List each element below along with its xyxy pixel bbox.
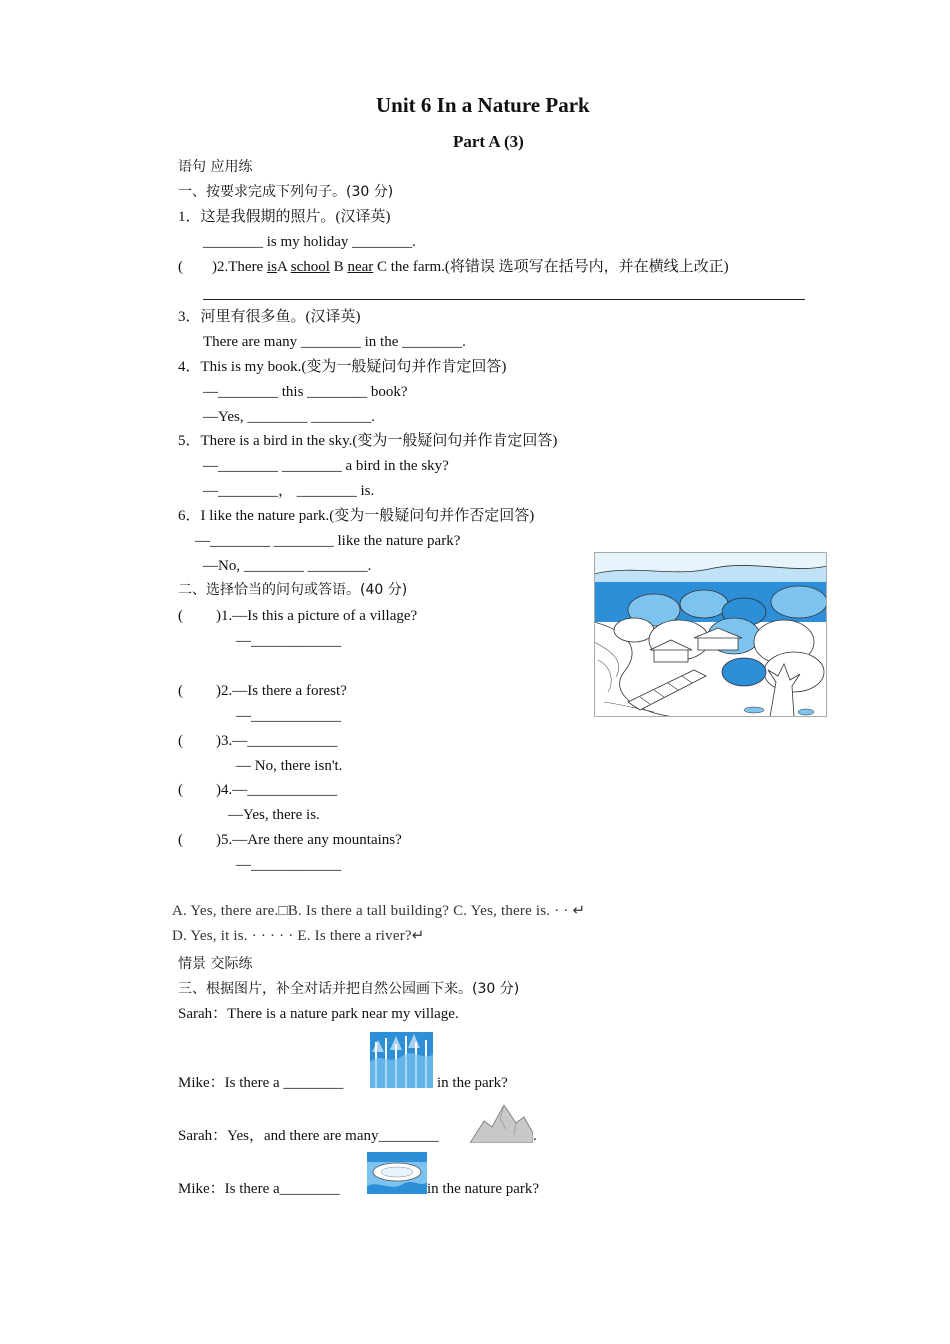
s2-q5-answer: —____________ [236, 857, 341, 873]
nature-park-illustration [594, 552, 827, 717]
category-label-2: 情景 交际练 [178, 956, 253, 972]
q6-answer-line-1: —________ ________ like the nature park? [195, 533, 461, 549]
dialog-line-2-end: in the park? [437, 1075, 508, 1091]
s2-q4-paren: ( [178, 782, 183, 798]
q3-answer-line: There are many ________ in the ________. [203, 334, 466, 350]
q5-answer-line-1: —________ ________ a bird in the sky? [203, 458, 449, 474]
page-title: Unit 6 In a Nature Park [376, 93, 590, 117]
forest-picture [370, 1032, 433, 1088]
q2-label-a: A [276, 259, 291, 275]
category-label-1: 语句 应用练 [178, 159, 253, 175]
q2-option-b-word: school [290, 259, 330, 275]
s2-q2: )2.—Is there a forest? [216, 683, 347, 699]
q6-stem: 6．I like the nature park.(变为一般疑问句并作否定回答) [178, 508, 535, 524]
q2-text-end: C the farm.(将错误 选项写在括号内，并在横线上改正) [373, 259, 729, 275]
s2-q2-answer: —____________ [236, 708, 341, 724]
q2-text-start: )2.There [212, 259, 267, 275]
dialog-line-4-start: Mike：Is there a________ [178, 1181, 340, 1197]
options-row-2: D. Yes, it is. · · · · · E. Is there a river?↵ [172, 928, 425, 944]
dialog-line-4-end: in the nature park? [427, 1181, 540, 1197]
q1-answer-line: ________ is my holiday ________. [203, 234, 416, 250]
lake-picture [367, 1152, 427, 1194]
nature-park-picture [594, 552, 827, 717]
dialog-line-1: Sarah：There is a nature park near my village. [178, 1006, 459, 1022]
q2-line [178, 258, 729, 276]
s2-q3-paren: ( [178, 733, 183, 749]
q4-answer-line-2: —Yes, ________ ________. [203, 409, 375, 425]
s2-q1-paren: ( [178, 608, 183, 624]
forest-icon [370, 1032, 433, 1088]
dialog-line-2-start: Mike：Is there a ________ [178, 1075, 344, 1091]
q2-option-a-word: is [266, 259, 277, 275]
section-1-heading: 一、按要求完成下列句子。(30 分) [178, 184, 394, 200]
mountain-icon [470, 1103, 533, 1143]
page-subtitle: Part A (3) [453, 132, 524, 151]
section-2-heading: 二、选择恰当的问句或答语。(40 分) [178, 582, 408, 598]
q6-answer-line-2: —No, ________ ________. [203, 558, 372, 574]
section-3-heading: 三、根据图片，补全对话并把自然公园画下来。(30 分) [178, 981, 520, 997]
q2-label-b: B [329, 259, 348, 275]
q2-option-c-word: near [347, 259, 374, 275]
mountain-picture [470, 1103, 533, 1143]
s2-q2-paren: ( [178, 683, 183, 699]
q3-stem: 3．河里有很多鱼。(汉译英) [178, 309, 361, 325]
s2-q3: )3.—____________ [216, 733, 338, 749]
s2-q5-paren: ( [178, 832, 183, 848]
q2-open-paren: ( [178, 259, 183, 275]
s2-q1-answer: —____________ [236, 633, 341, 649]
s2-q1: )1.—Is this a picture of a village? [216, 608, 418, 624]
q4-stem: 4．This is my book.(变为一般疑问句并作肯定回答) [178, 359, 507, 375]
q5-answer-line-2: —________， ________ is. [203, 483, 375, 499]
s2-q3-answer: — No, there isn't. [236, 758, 343, 774]
lake-icon [367, 1152, 427, 1194]
q1-stem: 1．这是我假期的照片。(汉译英) [178, 209, 391, 225]
options-row-1: A. Yes, there are.□B. Is there a tall building? C. Yes, there is. · · ↵ [172, 903, 586, 919]
dialog-line-3-start: Sarah：Yes，and there are many________ [178, 1128, 439, 1144]
q4-answer-line-1: —________ this ________ book? [203, 384, 408, 400]
dialog-line-3-end: . [533, 1128, 537, 1144]
s2-q4-answer: —Yes, there is. [228, 807, 320, 823]
q2-correction-line[interactable] [203, 299, 805, 300]
s2-q5: )5.—Are there any mountains? [216, 832, 402, 848]
q5-stem: 5．There is a bird in the sky.(变为一般疑问句并作肯定回答) [178, 433, 558, 449]
s2-q4: )4.—____________ [216, 782, 338, 798]
